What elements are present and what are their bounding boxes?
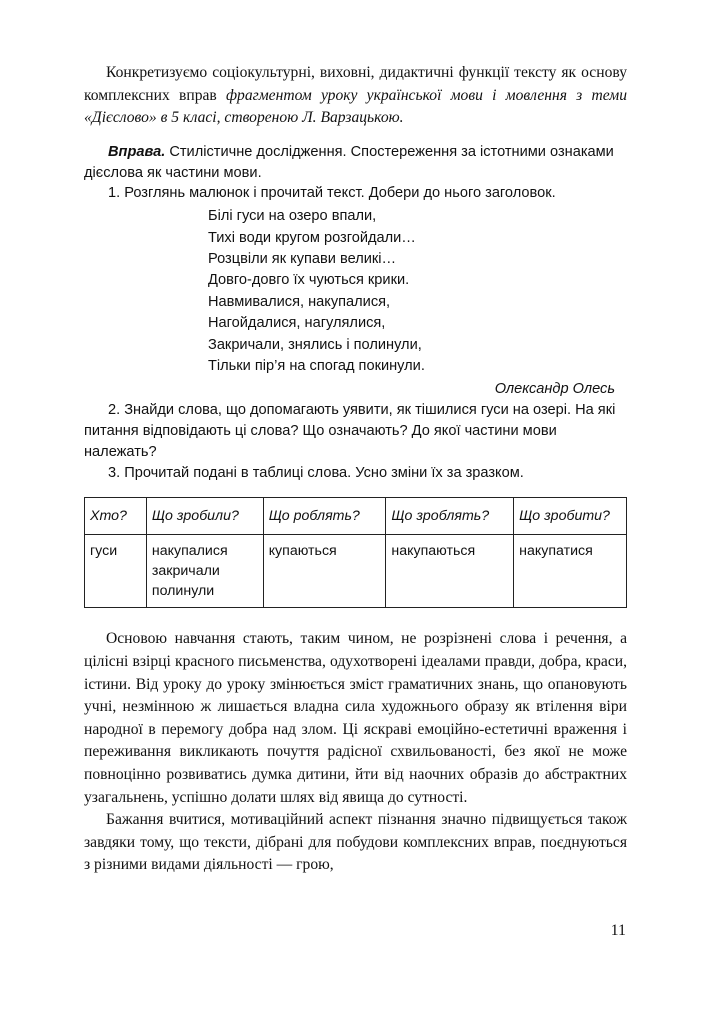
exercise-label: Вправа. xyxy=(108,143,166,160)
table-header: Що зробити? xyxy=(514,498,627,535)
exercise-title: Стилістичне дослідження. Спостереження за істотними ознаками дієслова як частини мови. xyxy=(84,143,614,181)
body-paragraph-2: Бажання вчитися, мотиваційний аспект пізнання значно підвищується також завдяки тому, що тексти, дібрані для побудови комплексних вправ, поєднуються з різними видами діяльності — грою, xyxy=(84,811,627,874)
verb-table xyxy=(84,497,627,608)
poem-line: Закричали, знялись і полинули, xyxy=(208,336,422,353)
body-text xyxy=(84,628,627,877)
exercise-task-3: 3. Прочитай подані в таблиці слова. Усно зміни їх за зразком. xyxy=(108,464,524,481)
table-cell-line: закричали xyxy=(151,563,220,580)
intro-paragraph xyxy=(84,62,627,130)
poem-line: Тільки пір’я на спогад покинули. xyxy=(208,358,425,375)
table-header: Що зробили? xyxy=(146,498,263,535)
intro-italic: фрагментом уроку української мови і мовлення з теми «Дієслово» в 5 класі, створеною Л. Варзацькою. xyxy=(84,86,627,127)
table-cell: накупатися xyxy=(514,535,627,608)
exercise-block xyxy=(84,142,627,484)
page-number: 11 xyxy=(610,922,626,939)
poem xyxy=(208,206,627,377)
table-cell xyxy=(146,535,263,608)
page-content xyxy=(84,62,627,877)
table-cell: купаються xyxy=(263,535,386,608)
body-paragraph-1: Основою навчання стають, таким чином, не розрізнені слова і речення, а цілісні взірці красного письменства, одухотворені ідеалами правди, добра, краси, істини. Від уроку до уроку змінюється зміст граматичних знань, що опановують учні, незмінною ж лишається владна сила художнього образу як втілення віри народної в перемогу добра над злом. Ці яскраві емоційно-естетичні враження і переживання викликають почуття радісної схвильованості, без якої не може повноцінно розвиватись думка дитини, йти від наочних образів до абстрактних узагальнень, успішно долати шлях від явища до сутності. xyxy=(84,630,627,806)
table-header-row xyxy=(85,498,627,535)
poem-line: Тихі води кругом розгойдали… xyxy=(208,229,416,246)
table-cell-line: накупалися xyxy=(151,543,228,560)
exercise-heading xyxy=(84,142,627,184)
table-cell: гуси xyxy=(85,535,147,608)
exercise-task-2: 2. Знайди слова, що допомагають уявити, як тішилися гуси на озері. На які питання відповідають ці слова? Що означають? До якої частини мови належать? xyxy=(84,402,616,460)
table-cell: накупаються xyxy=(386,535,514,608)
table-cell-line: полинули xyxy=(151,583,215,600)
exercise-task-1: 1. Розглянь малюнок і прочитай текст. Добери до нього заголовок. xyxy=(108,185,556,202)
poem-line: Навмивалися, накупалися, xyxy=(208,293,391,310)
poem-line: Нагойдалися, нагулялися, xyxy=(208,315,386,332)
table-header: Хто? xyxy=(85,498,147,535)
table-row xyxy=(85,535,627,608)
table-header: Що зроблять? xyxy=(386,498,514,535)
intro-lead: Конкретизуємо соціокультурні, виховні, дидактичні функції тексту як основу комплексних вправ xyxy=(84,64,627,104)
poem-line: Білі гуси на озеро впали, xyxy=(208,208,377,225)
table-header: Що роблять? xyxy=(263,498,386,535)
poem-line: Довго-довго їх чуються крики. xyxy=(208,272,410,289)
poem-author: Олександр Олесь xyxy=(494,381,615,398)
poem-line: Розцвіли як купави великі… xyxy=(208,250,397,267)
